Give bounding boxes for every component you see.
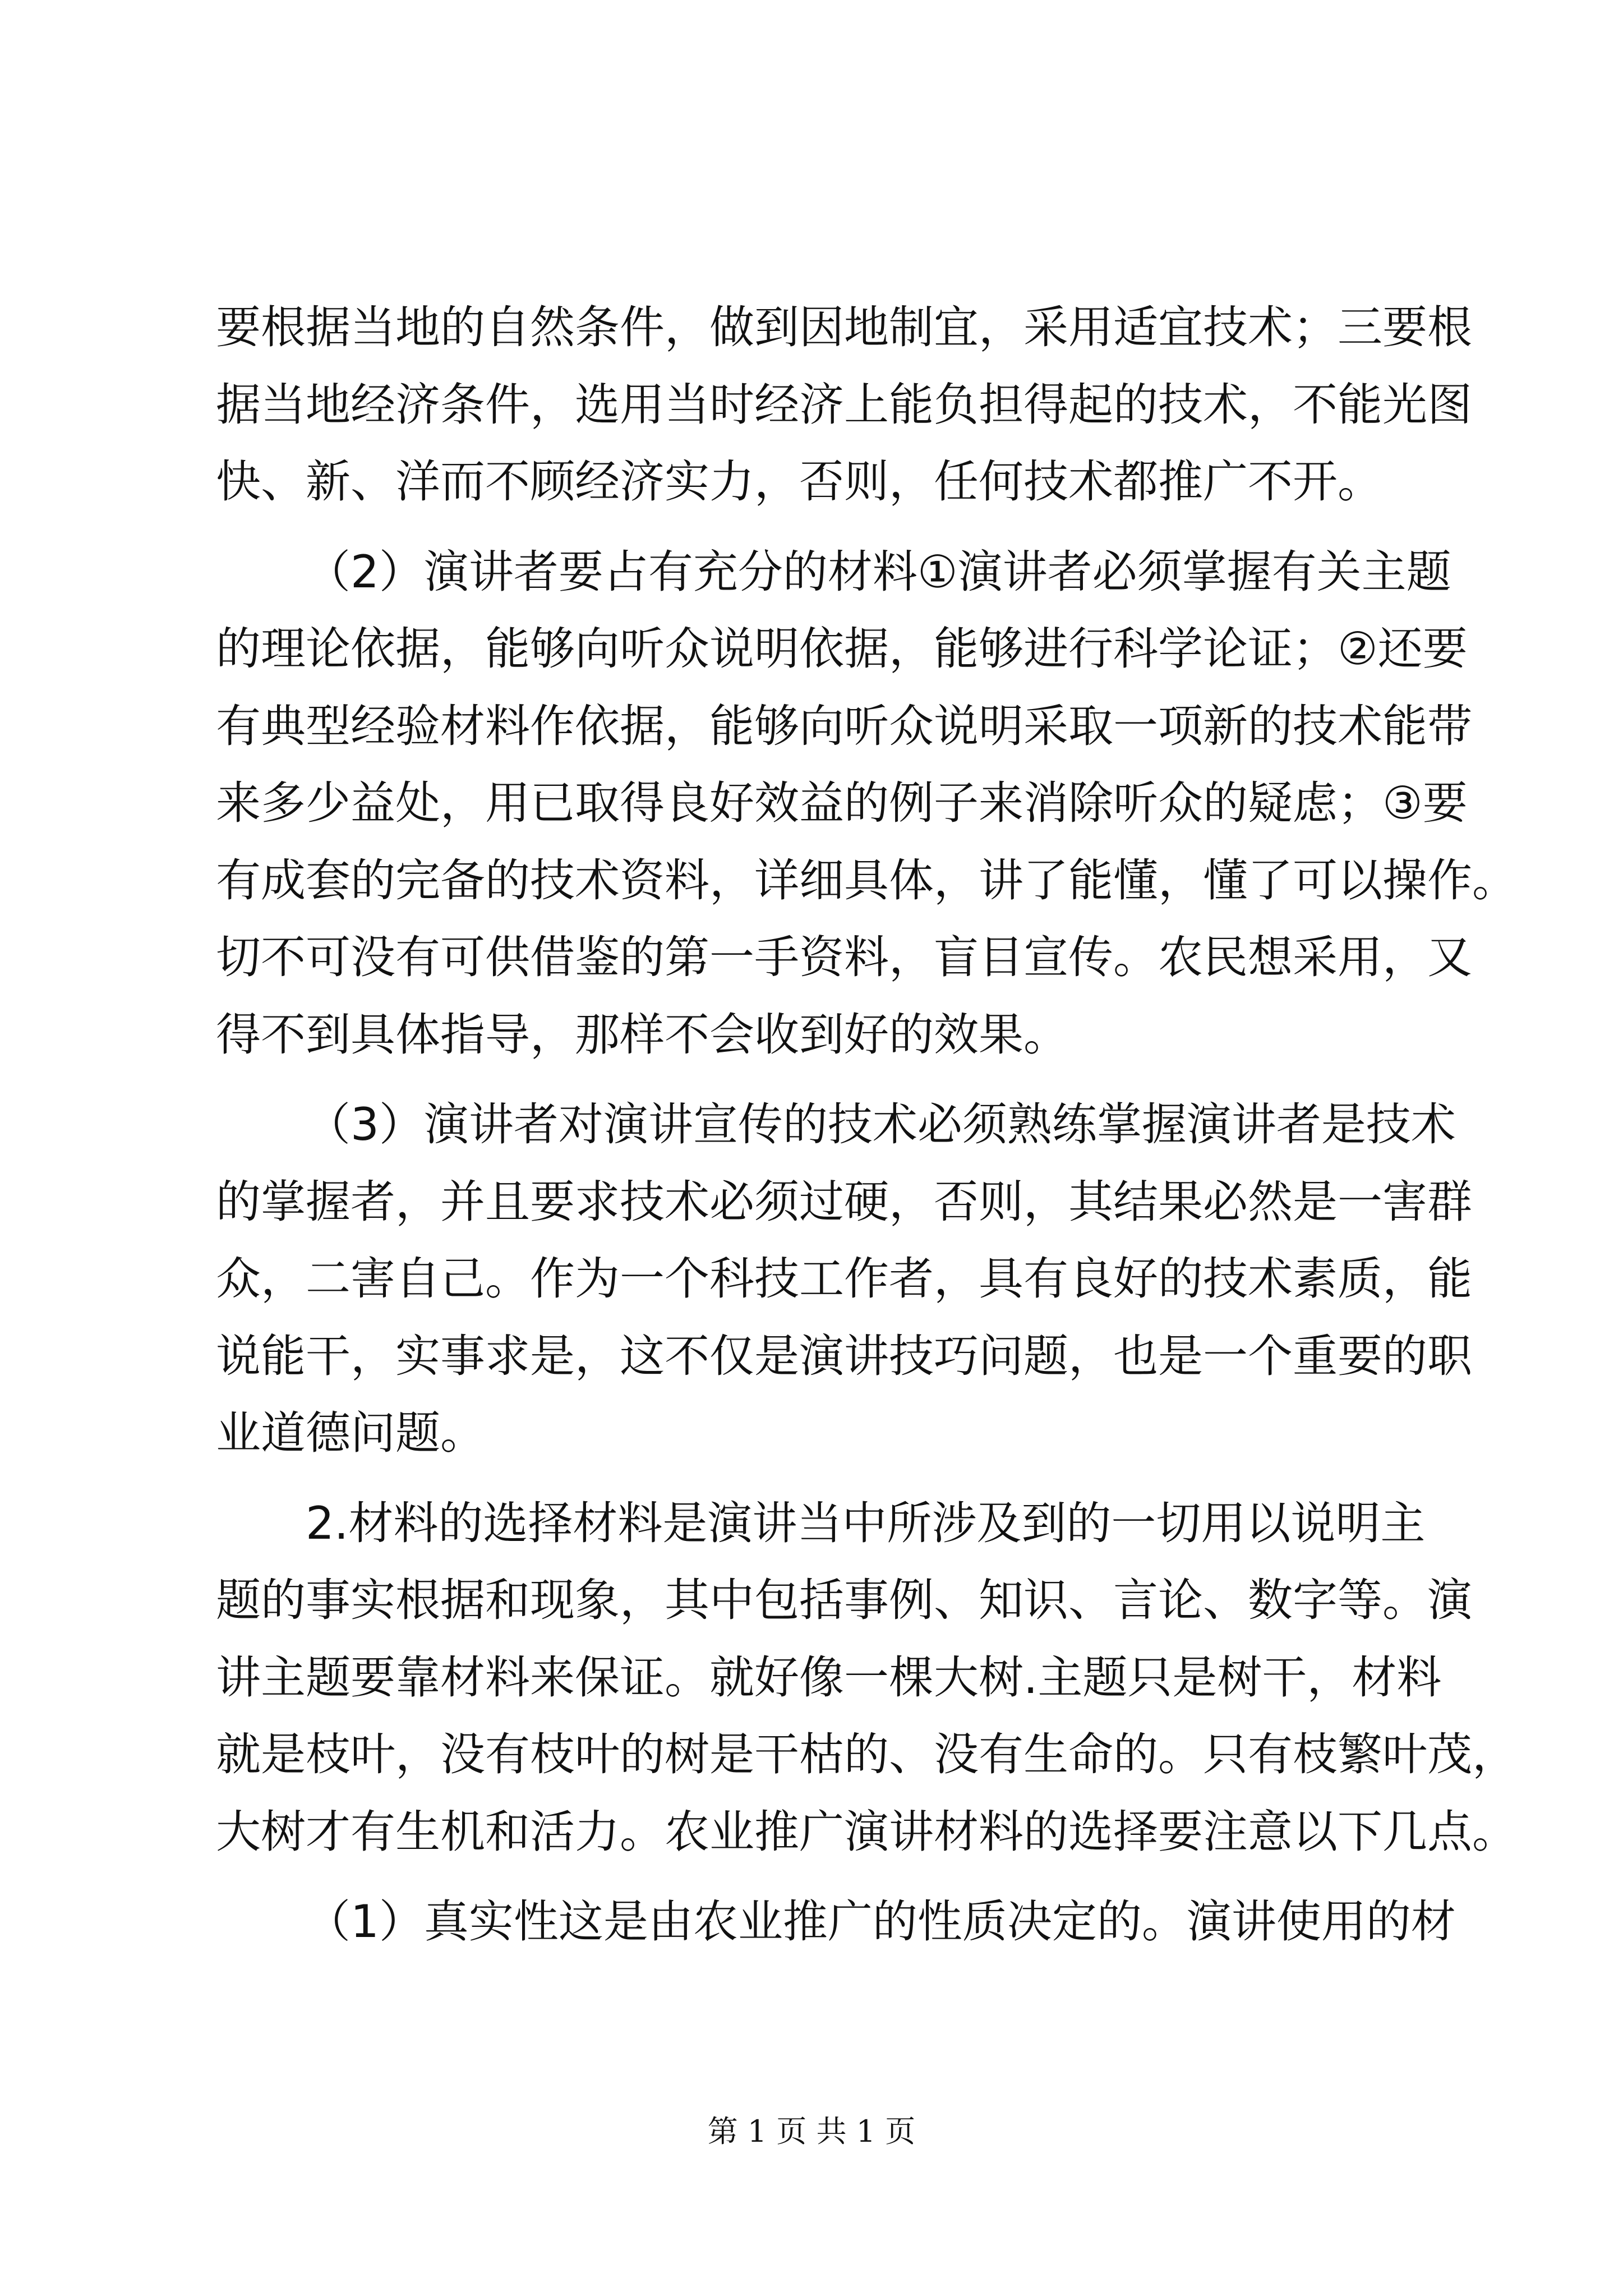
text-line: 的理论依据，能够向听众说明依据，能够进行科学论证；②还要 [216, 623, 1468, 675]
body-text [216, 289, 1517, 1961]
text-line: 说能干，实事求是，这不仅是演讲技巧问题，也是一个重要的职 [216, 1329, 1472, 1382]
text-line: 讲主题要靠材料来保证。就好像一棵大树.主题只是树干，材料 [216, 1651, 1442, 1704]
text-line: 得不到具体指导，那样不会收到好的效果。 [216, 1008, 1068, 1061]
text-line: 快、新、洋而不顾经济实力，否则，任何技术都推广不开。 [216, 455, 1382, 508]
text-line: 有成套的完备的技术资料，详细具体，讲了能懂，懂了可以操作。 [216, 854, 1517, 907]
page-number-footer: 第 1 页 共 1 页 [707, 2114, 916, 2149]
text-line: 据当地经济条件，选用当时经济上能负担得起的技术，不能光图 [216, 378, 1472, 431]
text-line: 有典型经验材料作依据，能够向听众说明采取一项新的技术能带 [216, 700, 1472, 752]
text-line: 众，二害自己。作为一个科技工作者，具有良好的技术素质，能 [216, 1253, 1472, 1305]
text-line: 就是枝叶，没有枝叶的树是干枯的、没有生命的。只有枝繁叶茂， [216, 1728, 1517, 1780]
paragraph-start-line: （1）真实性这是由农业推广的性质决定的。演讲使用的材 [306, 1895, 1456, 1948]
text-line: 大树才有生机和活力。农业推广演讲材料的选择要注意以下几点。 [216, 1805, 1517, 1858]
text-line: 题的事实根据和现象，其中包括事例、知识、言论、数字等。演 [216, 1574, 1472, 1626]
paragraph-start-line: （3）演讲者对演讲宣传的技术必须熟练掌握演讲者是技术 [306, 1098, 1456, 1151]
text-line: 来多少益处，用已取得良好效益的例子来消除听众的疑虑；③要 [216, 777, 1468, 829]
text-line: 切不可没有可供借鉴的第一手资料，盲目宣传。农民想采用，又 [216, 931, 1472, 983]
text-line: 要根据当地的自然条件，做到因地制宜，采用适宜技术；三要根 [216, 301, 1472, 353]
text-line: 的掌握者，并且要求技术必须过硬，否则，其结果必然是一害群 [216, 1175, 1472, 1228]
paragraph-start-line: 2.材料的选择材料是演讲当中所涉及到的一切用以说明主 [306, 1497, 1426, 1549]
text-line: 业道德问题。 [216, 1407, 485, 1459]
paragraph-start-line: （2）演讲者要占有充分的材料①演讲者必须掌握有关主题 [306, 545, 1451, 598]
